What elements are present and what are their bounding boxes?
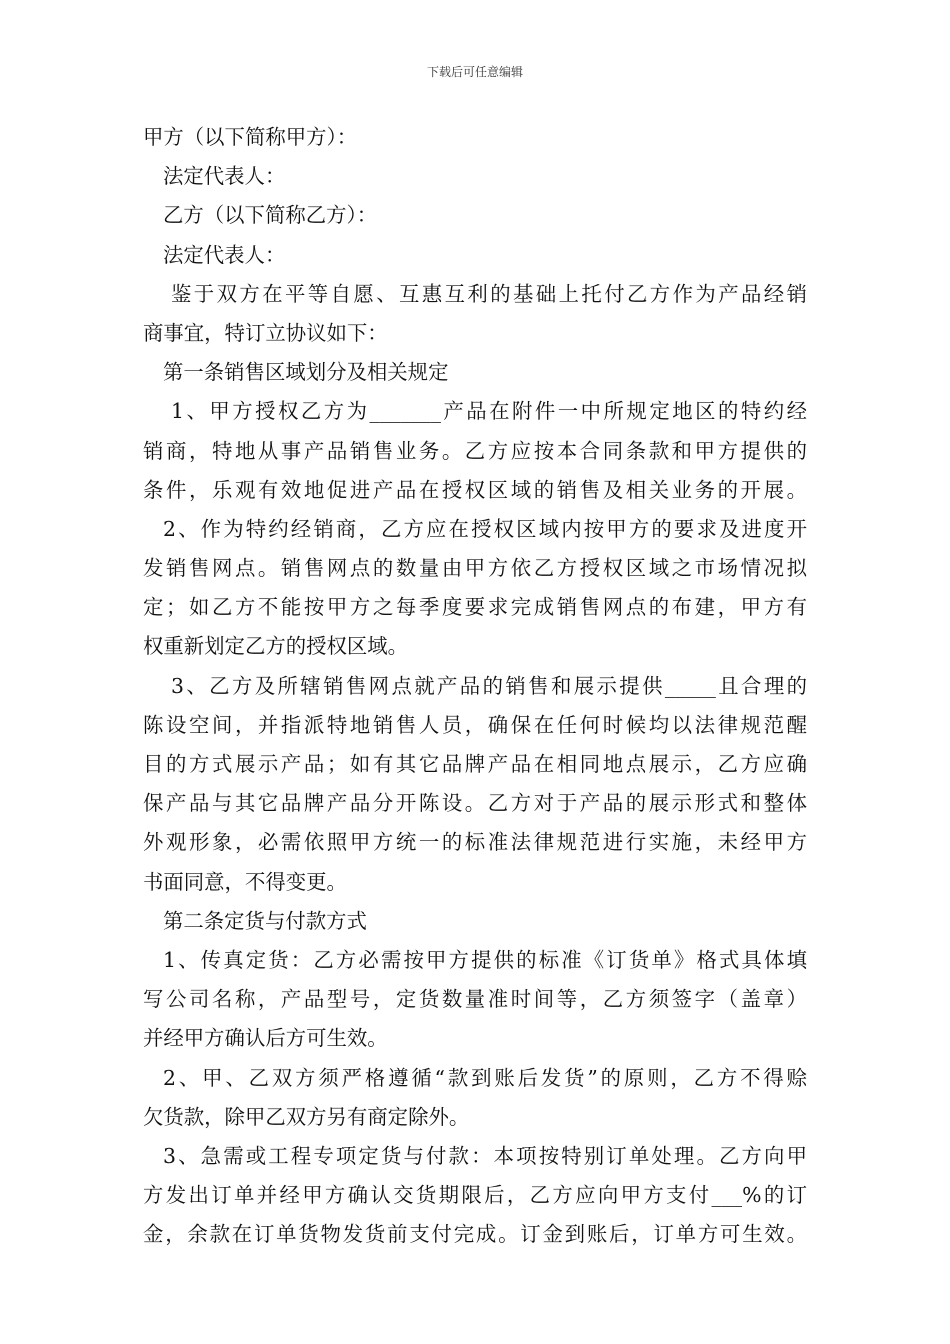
text-line: 销商，特地从事产品销售业务。乙方应按本合同条款和甲方提供的 <box>143 438 807 463</box>
text-line: 目的方式展示产品；如有其它品牌产品在相同地点展示，乙方应确 <box>143 752 807 776</box>
text-line: 陈设空间，并指派特地销售人员，确保在任何时候均以法律规范醒 <box>143 712 807 737</box>
text-line: 鉴于双方在平等自愿、互惠互利的基础上托付乙方作为产品经销 <box>171 281 807 306</box>
text-line: 保产品与其它品牌产品分开陈设。乙方对于产品的展示形式和整体 <box>143 791 807 816</box>
text-line: 条件，乐观有效地促进产品在授权区域的销售及相关业务的开展。 <box>143 477 807 502</box>
text-line: 商事宜，特订立协议如下： <box>143 320 388 345</box>
text-line: 1、甲方授权乙方为_______产品在附件一中所规定地区的特约经 <box>171 399 807 424</box>
text-line: 外观形象，必需依照甲方统一的标准法律规范进行实施，未经甲方 <box>143 830 807 855</box>
text-line: 2、作为特约经销商，乙方应在授权区域内按甲方的要求及进度开 <box>163 516 807 541</box>
page-header: 下载后可任意编辑 <box>426 65 523 79</box>
text-line: 2、甲、乙双方须严格遵循“款到账后发货”的原则，乙方不得赊 <box>163 1065 807 1090</box>
text-line: 3、乙方及所辖销售网点就产品的销售和展示提供_____且合理的 <box>171 673 807 698</box>
text-line: 法定代表人： <box>163 242 286 267</box>
text-line: 乙方（以下简称乙方）： <box>163 203 378 228</box>
text-line: 写公司名称，产品型号，定货数量准时间等，乙方须签字（盖章） <box>143 987 807 1012</box>
text-line: 权重新划定乙方的授权区域。 <box>143 634 409 659</box>
document-body <box>143 118 807 1254</box>
text-line: 欠货款，除甲乙双方另有商定除外。 <box>143 1104 470 1129</box>
text-line: 3、急需或工程专项定货与付款：本项按特别订单处理。乙方向甲 <box>163 1143 807 1168</box>
text-line: 法定代表人： <box>163 164 286 189</box>
text-line: 定；如乙方不能按甲方之每季度要求完成销售网点的布建，甲方有 <box>143 595 807 620</box>
text-line: 第一条销售区域划分及相关规定 <box>163 360 449 385</box>
text-line: 第二条定货与付款方式 <box>163 908 367 933</box>
text-line: 方发出订单并经甲方确认交货期限后，乙方应向甲方支付___%的订 <box>143 1183 807 1208</box>
text-line: 甲方（以下简称甲方）： <box>143 125 358 149</box>
text-line: 书面同意，不得变更。 <box>143 869 347 894</box>
text-line: 并经甲方确认后方可生效。 <box>143 1026 388 1051</box>
text-line: 1、传真定货：乙方必需按甲方提供的标准《订货单》格式具体填 <box>163 947 807 972</box>
text-line: 金，余款在订单货物发货前支付完成。订金到账后，订单方可生效。 <box>143 1222 807 1247</box>
text-line: 发销售网点。销售网点的数量由甲方依乙方授权区域之市场情况拟 <box>143 556 807 581</box>
